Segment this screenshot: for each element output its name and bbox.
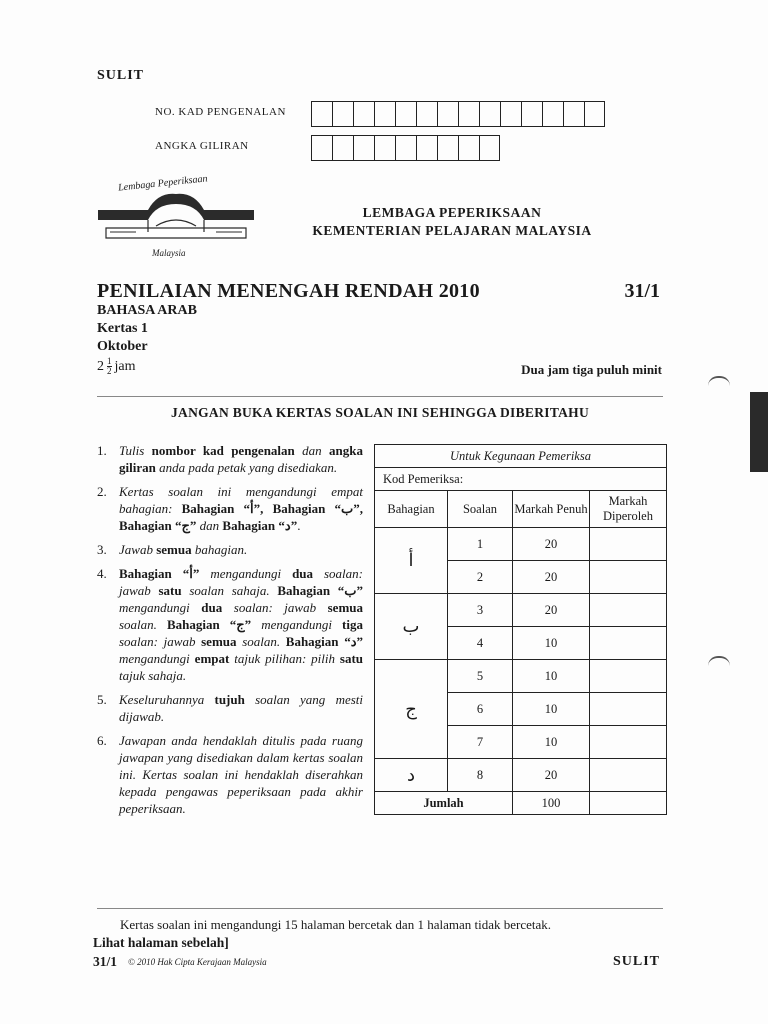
- table-header: Soalan: [448, 491, 513, 528]
- instruction-number: 5.: [97, 692, 107, 707]
- digit-box[interactable]: [563, 101, 584, 127]
- digit-box[interactable]: [479, 101, 500, 127]
- total-obtained-cell[interactable]: [590, 792, 667, 815]
- instruction-text: Tulis nombor kad pengenalan dan angka giliran anda pada petak yang disediakan.: [119, 443, 363, 475]
- table-row: [375, 660, 667, 693]
- duration-num: 1: [107, 356, 112, 366]
- instruction-item: [97, 691, 363, 725]
- section-label: د: [375, 759, 448, 792]
- instruction-text: Bahagian “أ” mengandungi dua soalan: jawab satu soalan sahaja. Bahagian “ب” mengandungi dua soalan: jawab semua soalan. Bahagian “ج” mengandungi tiga soalan: jawab semua soalan. Bahagian “د” mengandungi empat tajuk pilihan: pilih satu tajuk sahaja.: [119, 566, 364, 683]
- org-line-2: KEMENTERIAN PELAJARAN MALAYSIA: [312, 223, 592, 238]
- question-number: 8: [448, 759, 513, 792]
- instruction-item: [97, 732, 363, 817]
- digit-box[interactable]: [332, 101, 353, 127]
- digit-box[interactable]: [374, 101, 395, 127]
- table-header: Markah Penuh: [513, 491, 590, 528]
- instruction-text: Keseluruhannya tujuh soalan yang mesti dijawab.: [119, 692, 364, 724]
- digit-box[interactable]: [437, 135, 458, 161]
- question-number: 2: [448, 561, 513, 594]
- duration-fraction: [107, 357, 112, 376]
- examiner-code: Kod Pemeriksa:: [375, 468, 667, 491]
- table-row: [375, 759, 667, 792]
- lembaga-logo: [96, 173, 256, 262]
- marks-table-wrap: [374, 444, 667, 815]
- turn-number-boxes[interactable]: [311, 135, 500, 161]
- instructions-list: [97, 442, 363, 817]
- digit-box[interactable]: [311, 135, 332, 161]
- obtained-mark-cell[interactable]: [590, 627, 667, 660]
- digit-box[interactable]: [311, 101, 332, 127]
- punch-hole-bottom: [708, 656, 730, 666]
- exam-title: PENILAIAN MENENGAH RENDAH 2010: [97, 280, 480, 302]
- full-mark: 10: [513, 726, 590, 759]
- obtained-mark-cell[interactable]: [590, 693, 667, 726]
- logo-bottom-text: Malaysia: [152, 248, 186, 258]
- exam-month: Oktober: [97, 339, 148, 354]
- instruction-number: 4.: [97, 566, 107, 581]
- instruction-item: [97, 541, 363, 558]
- copyright: © 2010 Hak Cipta Kerajaan Malaysia: [128, 957, 267, 967]
- digit-box[interactable]: [479, 135, 500, 161]
- table-row: [375, 594, 667, 627]
- logo-top-text: Lembaga Peperiksaan: [117, 173, 209, 194]
- org-line-1: LEMBAGA PEPERIKSAAN: [362, 205, 542, 220]
- obtained-mark-cell[interactable]: [590, 528, 667, 561]
- punch-hole-top: [708, 376, 730, 386]
- digit-box[interactable]: [416, 135, 437, 161]
- digit-box[interactable]: [458, 101, 479, 127]
- paper-code: 31/1: [624, 280, 660, 302]
- table-header: Bahagian: [375, 491, 448, 528]
- digit-box[interactable]: [353, 135, 374, 161]
- instruction-number: 2.: [97, 484, 107, 499]
- question-number: 7: [448, 726, 513, 759]
- digit-box[interactable]: [437, 101, 458, 127]
- obtained-mark-cell[interactable]: [590, 561, 667, 594]
- digit-box[interactable]: [584, 101, 605, 127]
- total-label: Jumlah: [375, 792, 513, 815]
- obtained-mark-cell[interactable]: [590, 759, 667, 792]
- duration-unit: jam: [114, 358, 136, 374]
- digit-box[interactable]: [395, 101, 416, 127]
- instruction-item: [97, 483, 363, 534]
- question-number: 3: [448, 594, 513, 627]
- digit-box[interactable]: [521, 101, 542, 127]
- full-mark: 20: [513, 759, 590, 792]
- section-label: ب: [375, 594, 448, 660]
- question-number: 1: [448, 528, 513, 561]
- instruction-text: Jawapan anda hendaklah ditulis pada ruang jawapan yang disediakan dalam kertas soalan ini. Kertas soalan ini hendaklah diserahkan kepada pengawas peperiksaan pada akhir peperiksaan.: [119, 733, 363, 816]
- full-mark: 20: [513, 594, 590, 627]
- turn-label: ANGKA GILIRAN: [155, 140, 249, 152]
- instruction-item: [97, 565, 363, 684]
- duration-words: Dua jam tiga puluh minit: [521, 362, 662, 377]
- warning-text: JANGAN BUKA KERTAS SOALAN INI SEHINGGA DIBERITAHU: [170, 405, 590, 420]
- full-mark: 10: [513, 660, 590, 693]
- full-mark: 20: [513, 528, 590, 561]
- instruction-item: [97, 442, 363, 476]
- digit-box[interactable]: [332, 135, 353, 161]
- divider-bottom: [97, 908, 663, 909]
- digit-box[interactable]: [353, 101, 374, 127]
- sulit-bottom-label: SULIT: [612, 954, 660, 969]
- instruction-text: Kertas soalan ini mengandungi empat bahagian: Bahagian “أ”, Bahagian “ب”, Bahagian “ج” dan Bahagian “د”.: [119, 484, 364, 533]
- full-mark: 10: [513, 693, 590, 726]
- full-mark: 20: [513, 561, 590, 594]
- subject: BAHASA ARAB: [97, 303, 197, 318]
- instruction-number: 1.: [97, 443, 107, 458]
- instruction-number: 6.: [97, 733, 107, 748]
- question-number: 4: [448, 627, 513, 660]
- duration: [97, 357, 136, 376]
- full-mark: 10: [513, 627, 590, 660]
- paper-number: Kertas 1: [97, 321, 148, 336]
- obtained-mark-cell[interactable]: [590, 594, 667, 627]
- next-page-note: Lihat halaman sebelah]: [93, 935, 229, 950]
- obtained-mark-cell[interactable]: [590, 660, 667, 693]
- digit-box[interactable]: [500, 101, 521, 127]
- ic-number-boxes[interactable]: [311, 101, 605, 127]
- duration-den: 2: [107, 366, 112, 376]
- question-number: 5: [448, 660, 513, 693]
- table-row: [375, 528, 667, 561]
- total-full-mark: 100: [513, 792, 590, 815]
- section-label: ج: [375, 660, 448, 759]
- table-caption: Untuk Kegunaan Pemeriksa: [375, 445, 667, 468]
- sulit-top-label: SULIT: [97, 68, 145, 83]
- instruction-text: Jawab semua bahagian.: [119, 542, 248, 557]
- obtained-mark-cell[interactable]: [590, 726, 667, 759]
- digit-box[interactable]: [374, 135, 395, 161]
- ic-label: NO. KAD PENGENALAN: [155, 106, 286, 118]
- digit-box[interactable]: [542, 101, 563, 127]
- table-header: Markah Diperoleh: [590, 491, 667, 528]
- digit-box[interactable]: [395, 135, 416, 161]
- digit-box[interactable]: [416, 101, 437, 127]
- duration-whole: 2: [97, 358, 104, 374]
- section-label: أ: [375, 528, 448, 594]
- divider-top: [97, 396, 663, 397]
- question-number: 6: [448, 693, 513, 726]
- page-count-note: Kertas soalan ini mengandungi 15 halaman bercetak dan 1 halaman tidak bercetak.: [120, 917, 551, 932]
- logo-emblem-icon: [96, 188, 256, 250]
- edge-tab: [750, 392, 768, 472]
- organisation-name: [280, 204, 624, 240]
- marks-table: [374, 444, 667, 815]
- instruction-number: 3.: [97, 542, 107, 557]
- footer-code: 31/1: [93, 954, 118, 969]
- digit-box[interactable]: [458, 135, 479, 161]
